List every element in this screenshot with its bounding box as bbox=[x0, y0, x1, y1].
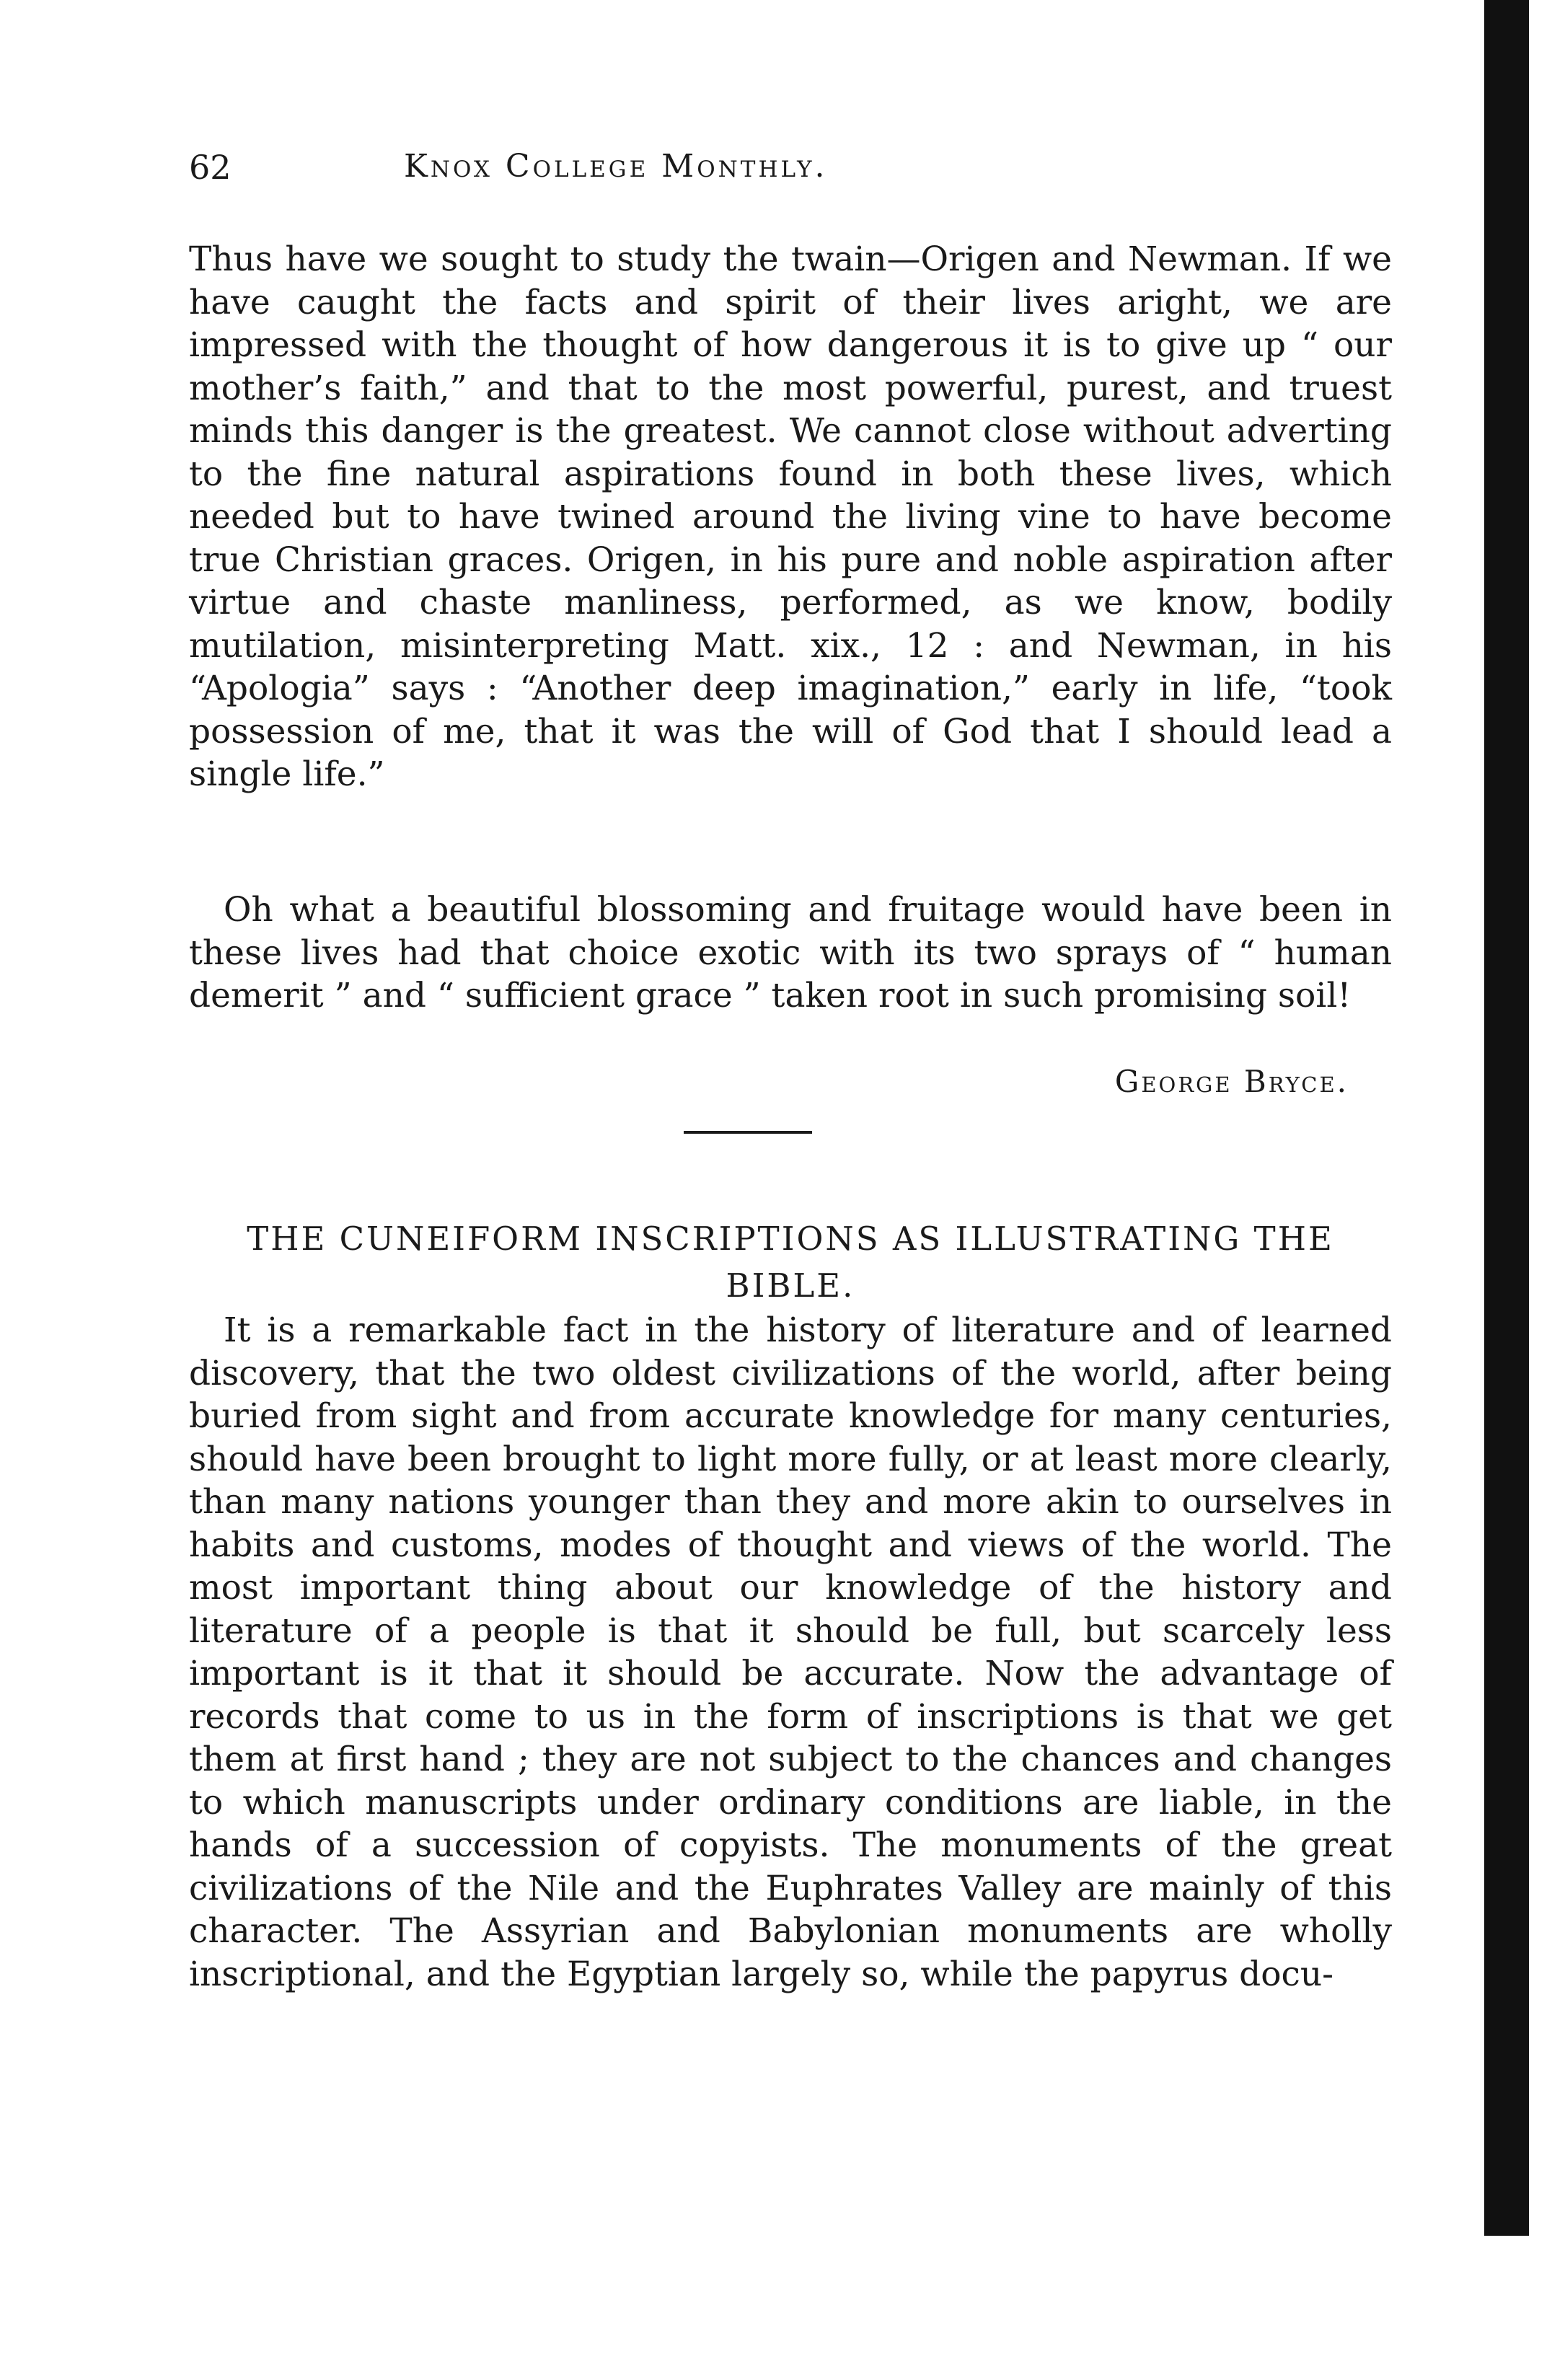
author-signature: George Bryce. bbox=[1114, 1064, 1349, 1099]
article-paragraph-2: Oh what a beautiful blossoming and fruitage would have been in these lives had that choice exotic with its two sprays of “ human demerit ” and “ sufficient grace ” taken root in such promising soil! bbox=[189, 890, 1392, 1015]
article-title: THE CUNEIFORM INSCRIPTIONS AS ILLUSTRATING THE BIBLE. bbox=[247, 1220, 1334, 1305]
article-paragraph-1: Thus have we sought to study the twain—Origen and Newman. If we have caught the facts and spirit of their lives aright, we are impressed with the thought of how dangerous it is to give up “ our mother’s faith,” and that to the most powerful, purest, and truest minds this danger is the greatest. We cannot close without adverting to the fine natural aspirations found in both these lives, which needed but to have twined around the living vine to have become true Christian graces. Origen, in his pure and noble aspiration after virtue and chaste manliness, performed, as we know, bodily mutilation, misinterpreting Matt. xix., 12 : and Newman, in his “Apologia” says : “Another deep imagination,” early in life, “took possession of me, that it was the will of God that I should lead a single life.” bbox=[189, 239, 1392, 794]
running-head: Knox College Monthly. bbox=[404, 148, 828, 185]
article-body: It is a remarkable fact in the history of literature and of learned discovery, that the two oldest civilizations of the world, after being buried from sight and from accurate knowledge for many centuries, should have been brought to light more fully, or at least more clearly, than many nations younger than they and more akin to ourselves in habits and customs, modes of thought and views of the world. The most important thing about our knowledge of the history and literature of a people is that it should be full, but scarcely less important is it that it should be accurate. Now the advantage of records that come to us in the form of inscriptions is that we get them at first hand ; they are not subject to the chances and changes to which manuscripts under ordinary conditions are liable, in the hands of a succession of copyists. The monuments of the great civilizations of the Nile and the Euphrates Valley are mainly of this character. The Assyrian and Babylonian monuments are wholly inscriptional, and the Egyptian largely so, while the papyrus docu- bbox=[189, 1310, 1392, 1994]
scan-edge-shadow bbox=[1484, 0, 1529, 2236]
section-divider bbox=[684, 1131, 812, 1134]
page-number: 62 bbox=[189, 148, 232, 187]
